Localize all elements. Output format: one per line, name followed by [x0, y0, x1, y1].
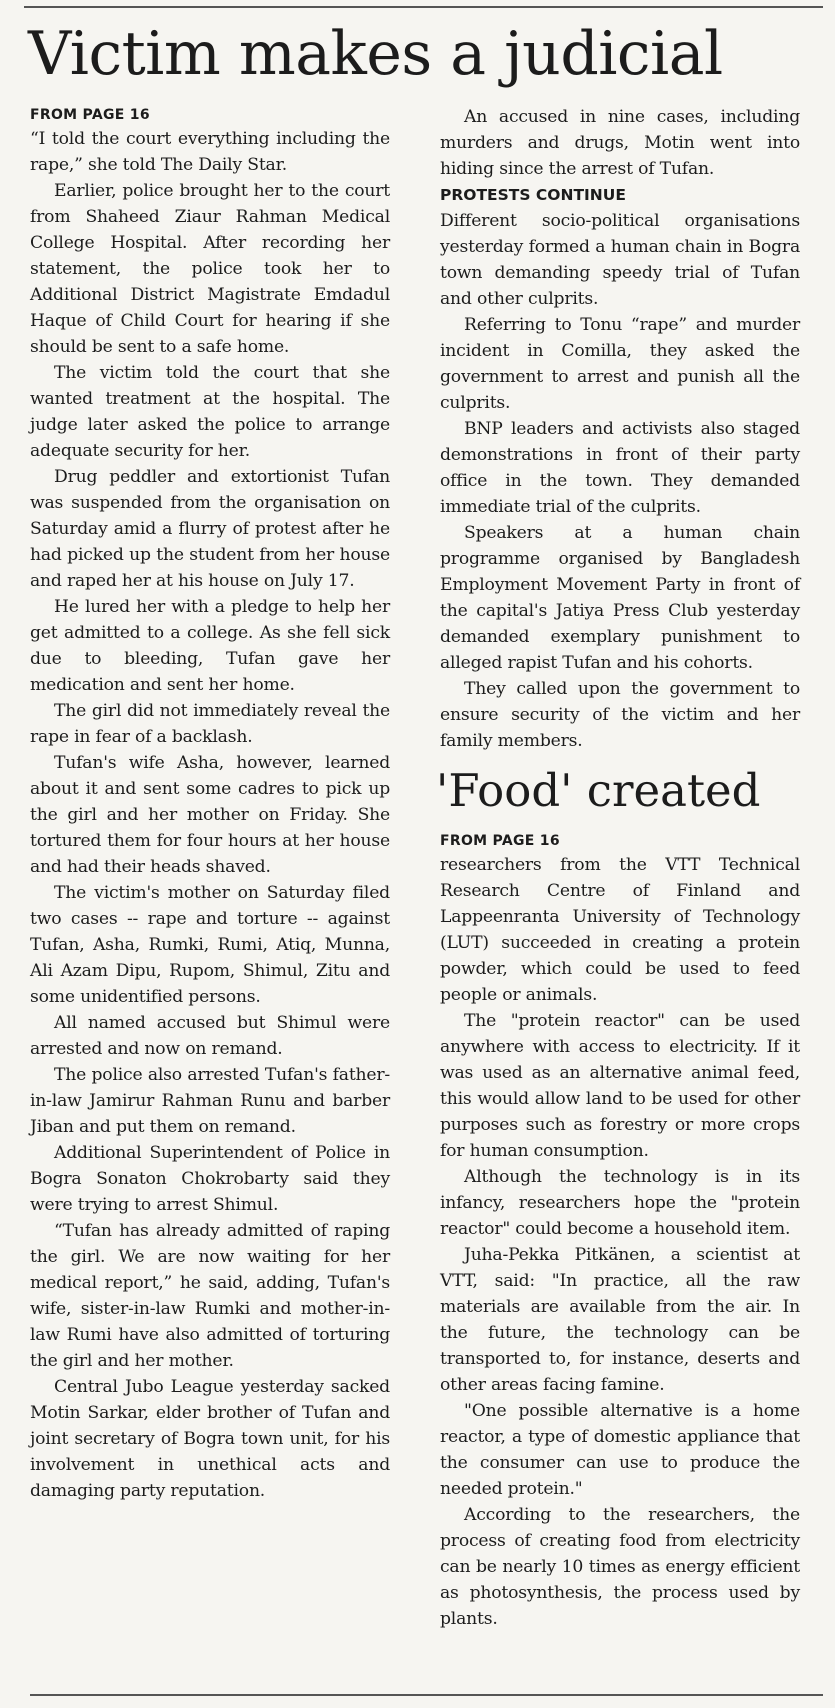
bottom-rule	[30, 1694, 823, 1696]
protests-subhead: PROTESTS CONTINUE	[440, 186, 626, 204]
paragraph: Tufan's wife Asha, however, learned about it and sent some cadres to pick up the girl and her mother on Friday. She tortured them for four hours at her house and had their heads shaved.	[30, 753, 390, 877]
paragraph: “Tufan has already admitted of raping the girl. We are now waiting for her medical report,” he said, adding, Tufan's wife, sister-in-law Rumki and mother-in-law Rumi have also admitted of torturing the girl and her mother.	[30, 1221, 390, 1371]
paragraph: According to the researchers, the process of creating food from electricity can be nearly 10 times as energy efficient as photosynthesis, the process used by plants.	[440, 1505, 800, 1629]
paragraph: The victim's mother on Saturday filed two cases -- rape and torture -- against Tufan, Asha, Rumki, Rumi, Atiq, Munna, Ali Azam Dipu, Rupom, Shimul, Zitu and some unidentified persons.	[30, 883, 390, 1007]
paragraph: He lured her with a pledge to help her get admitted to a college. As she fell sick due to bleeding, Tufan gave her medication and sent her home.	[30, 597, 390, 695]
food-kicker: FROM PAGE 16	[440, 833, 560, 849]
paragraph: They called upon the government to ensure security of the victim and her family members.	[440, 679, 800, 751]
main-headline: Victim makes a judicial	[28, 19, 723, 89]
right-column	[436, 104, 800, 1632]
paragraph: researchers from the VTT Technical Research Centre of Finland and Lappeenranta University of Technology (LUT) succeeded in creating a protein powder, which could be used to feed people or animals.	[440, 855, 800, 1005]
paragraph: All named accused but Shimul were arrested and now on remand.	[30, 1013, 390, 1059]
main-kicker: FROM PAGE 16	[30, 107, 150, 123]
left-column	[30, 104, 390, 1504]
paragraph: The girl did not immediately reveal the rape in fear of a backlash.	[30, 701, 390, 747]
paragraph: Different socio-political organisations yesterday formed a human chain in Bogra town demanding speedy trial of Tufan and other culprits.	[440, 211, 800, 309]
paragraph: The victim told the court that she wanted treatment at the hospital. The judge later asked the police to arrange adequate security for her.	[30, 363, 390, 461]
paragraph: Although the technology is in its infancy, researchers hope the "protein reactor" could become a household item.	[440, 1167, 800, 1239]
paragraph: Central Jubo League yesterday sacked Motin Sarkar, elder brother of Tufan and joint secretary of Bogra town unit, for his involvement in unethical acts and damaging party reputation.	[30, 1377, 390, 1501]
food-headline: 'Food' created	[436, 764, 761, 817]
paragraph: “I told the court everything including the rape,” she told The Daily Star.	[30, 129, 390, 175]
paragraph: The "protein reactor" can be used anywhere with access to electricity. If it was used as an alternative animal feed, this would allow land to be used for other purposes such as forestry or more crops for human consumption.	[440, 1011, 800, 1161]
paragraph: "One possible alternative is a home reactor, a type of domestic appliance that the consumer can use to produce the needed protein."	[440, 1401, 800, 1499]
paragraph: Earlier, police brought her to the court from Shaheed Ziaur Rahman Medical College Hospital. After recording her statement, the police took her to Additional District Magistrate Emdadul Haque of Child Court for hearing if she should be sent to a safe home.	[30, 181, 390, 357]
paragraph: The police also arrested Tufan's father-in-law Jamirur Rahman Runu and barber Jiban and put them on remand.	[30, 1065, 390, 1137]
paragraph: BNP leaders and activists also staged demonstrations in front of their party office in the town. They demanded immediate trial of the culprits.	[440, 419, 800, 517]
paragraph: Drug peddler and extortionist Tufan was suspended from the organisation on Saturday amid a flurry of protest after he had picked up the student from her house and raped her at his house on July 17.	[30, 467, 390, 591]
paragraph: An accused in nine cases, including murders and drugs, Motin went into hiding since the arrest of Tufan.	[440, 107, 800, 179]
paragraph: Juha-Pekka Pitkänen, a scientist at VTT, said: "In practice, all the raw materials are available from the air. In the future, the technology can be transported to, for instance, deserts and other areas facing famine.	[440, 1245, 800, 1395]
top-rule	[24, 6, 823, 8]
paragraph: Speakers at a human chain programme organised by Bangladesh Employment Movement Party in front of the capital's Jatiya Press Club yesterday demanded exemplary punishment to alleged rapist Tufan and his cohorts.	[440, 523, 800, 673]
paragraph: Additional Superintendent of Police in Bogra Sonaton Chokrobarty said they were trying to arrest Shimul.	[30, 1143, 390, 1215]
paragraph: Referring to Tonu “rape” and murder incident in Comilla, they asked the government to arrest and punish all the culprits.	[440, 315, 800, 413]
